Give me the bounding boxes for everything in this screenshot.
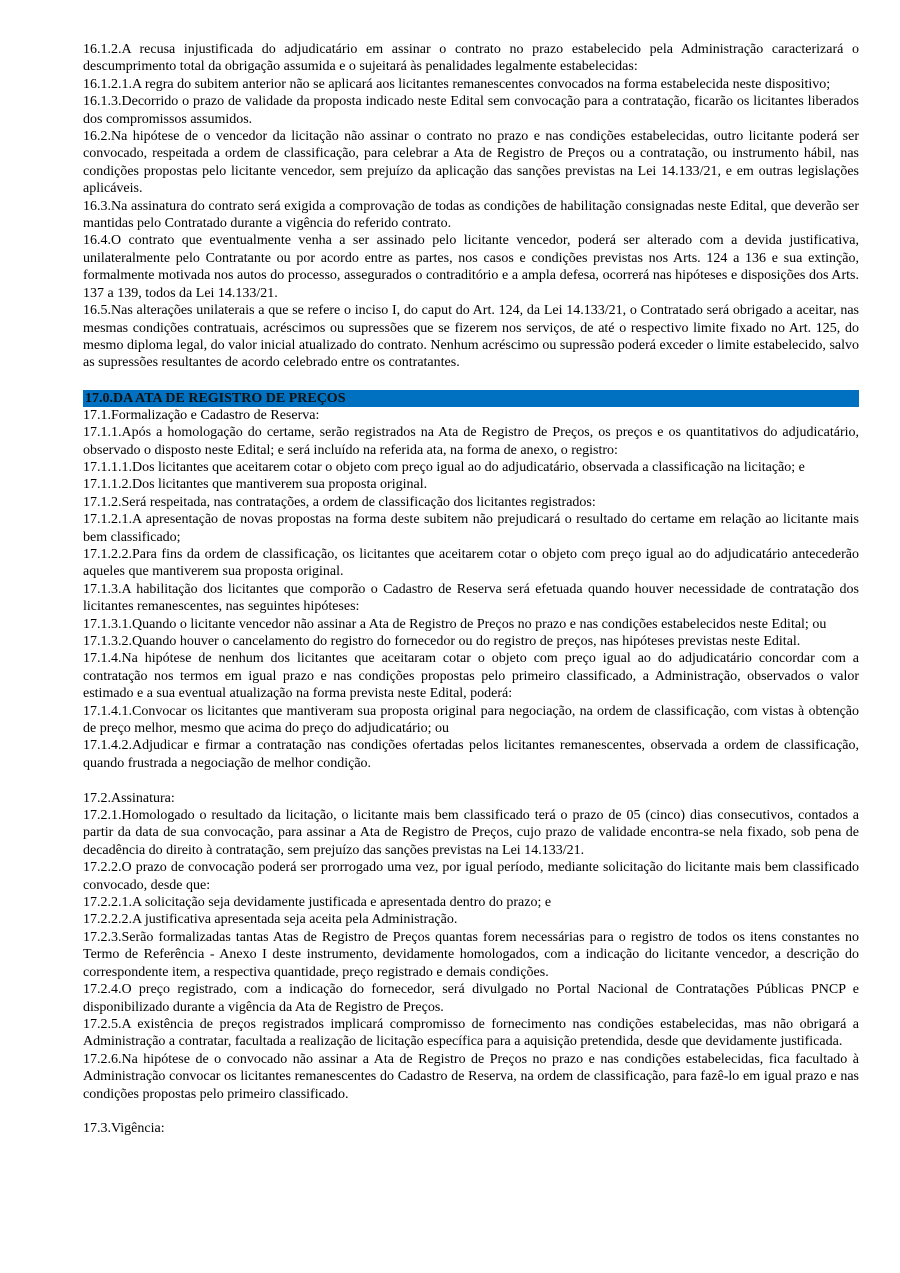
document-page	[83, 41, 859, 1138]
clause-paragraph: 17.2.2.2.A justificativa apresentada seja aceita pela Administração.	[83, 912, 458, 928]
clause-paragraph: 17.1.1.Após a homologação do certame, serão registrados na Ata de Registro de Preços, os preços e os quantitativos do adjudicatário, observado o disposto neste Edital; e será incluído na referida ata, na forma de anexo, o registro:	[83, 425, 859, 458]
clause-paragraph: 16.3.Na assinatura do contrato será exigida a comprovação de todas as condições de habilitação consignadas neste Edital, que deverão ser mantidas pelo Contratado durante a vigência do referido contrato.	[83, 198, 859, 232]
clause-paragraph: 17.1.1.2.Dos licitantes que mantiverem sua proposta original.	[83, 477, 428, 493]
section-17-3-clauses	[83, 1120, 859, 1137]
section-17-1-clauses	[83, 407, 859, 773]
clause-paragraph: 17.1.2.1.A apresentação de novas propostas na forma deste subitem não prejudicará o resultado do certame em relação ao licitante mais bem classificado;	[83, 512, 859, 545]
clause-paragraph: 16.5.Nas alterações unilaterais a que se refere o inciso I, do caput do Art. 124, da Lei 14.133/21, o Contratado será obrigado a aceitar, nas mesmas condições contratuais, acréscimos ou supressões que se fizerem nos serviços, de até o respectivo limite fixado no Art. 125, do mesmo diploma legal, do valor inicial atualizado do contrato. Nenhum acréscimo ou supressão poderá exceder o limite estabelecido, salvo as supressões resultantes de acordo celebrado entre os contratantes.	[83, 303, 859, 371]
clause-paragraph: 17.1.3.A habilitação dos licitantes que comporão o Cadastro de Reserva será efetuada quando houver necessidade de contratação dos licitantes remanescentes, nas seguintes hipóteses:	[83, 581, 859, 615]
clause-paragraph: 17.2.3.Serão formalizadas tantas Atas de Registro de Preços quantas forem necessárias para o registro de todos os itens constantes no Termo de Referência - Anexo I deste instrumento, devidamente homologados, com a indicação do licitante vencedor, a descrição do correspondente item, a respectiva quantidade, preço registrado e demais condições.	[83, 929, 859, 980]
clause-paragraph: 17.1.Formalização e Cadastro de Reserva:	[83, 407, 320, 423]
clause-paragraph: 17.1.4.1.Convocar os licitantes que mantiveram sua proposta original para negociação, na ordem de classificação, com vistas à obtenção de preço melhor, mesmo que acima do preço do adjudicatário; ou	[83, 703, 859, 737]
clause-paragraph: 17.2.2.O prazo de convocação poderá ser prorrogado uma vez, por igual período, mediante solicitação do licitante mais bem classificado convocado, desde que:	[83, 860, 859, 893]
clause-paragraph: 16.1.3.Decorrido o prazo de validade da proposta indicado neste Edital sem convocação para a contratação, ficarão os licitantes liberados dos compromissos assumidos.	[83, 94, 859, 127]
clause-paragraph: 16.1.2.A recusa injustificada do adjudicatário em assinar o contrato no prazo estabelecido pela Administração caracterizará o descumprimento total da obrigação assumida e o sujeitará às penalidades legalmente estabelecidas:	[83, 42, 859, 75]
clause-paragraph: 17.2.5.A existência de preços registrados implicará compromisso de fornecimento nas condições estabelecidas, mas não obrigará a Administração a contratar, facultada a realização de licitação específica para a aquisição pretendida, desde que devidamente justificada.	[83, 1016, 859, 1050]
clause-paragraph: 17.2.Assinatura:	[83, 790, 175, 806]
section-17-heading: 17.0.DA ATA DE REGISTRO DE PREÇOS	[83, 390, 859, 407]
clause-paragraph: 17.3.Vigência:	[83, 1121, 165, 1137]
clause-paragraph: 17.1.4.Na hipótese de nenhum dos licitantes que aceitaram cotar o objeto com preço igual ao do adjudicatário concordar com a contratação nos termos em igual prazo e nas condições propostas pelo primeiro classificado, a Administração, observados o valor estimado e a sua eventual atualização na forma prevista neste Edital, poderá:	[83, 651, 859, 702]
clause-paragraph: 17.2.6.Na hipótese de o convocado não assinar a Ata de Registro de Preços no prazo e nas condições estabelecidas, fica facultado à Administração convocar os licitantes remanescentes do Cadastro de Reserva, na ordem de classificação, para fazê-lo em igual prazo e nas condições propostas pelo primeiro classificado.	[83, 1051, 859, 1102]
clause-paragraph: 17.1.2.Será respeitada, nas contratações, a ordem de classificação dos licitantes registrados:	[83, 494, 596, 510]
clause-paragraph: 17.1.2.2.Para fins da ordem de classificação, os licitantes que aceitarem cotar o objeto com preço igual ao do adjudicatário antecederão aqueles que mantiverem sua proposta original.	[83, 546, 859, 580]
clause-paragraph: 17.1.1.1.Dos licitantes que aceitarem cotar o objeto com preço igual ao do adjudicatário, observada a classificação na licitação; e	[83, 459, 805, 475]
clause-paragraph: 17.2.1.Homologado o resultado da licitação, o licitante mais bem classificado terá o prazo de 05 (cinco) dias consecutivos, contados a partir da data de sua convocação, para assinar a Ata de Registro de Preços, cujo prazo de validade encontra-se nela fixado, sob pena de decadência do direito à contratação, sem prejuízo das sanções previstas na Lei 14.133/21.	[83, 808, 859, 858]
clause-paragraph: 16.2.Na hipótese de o vencedor da licitação não assinar o contrato no prazo e nas condições estabelecidas, outro licitante poderá ser convocado, respeitada a ordem de classificação, para celebrar a Ata de Registro de Preços ou a contratação, ou instrumento hábil, nas condições propostas pelo licitante vencedor, sem prejuízo da aplicação das sanções previstas na Lei 14.133/21, e em outras legislações aplicáveis.	[83, 129, 859, 197]
clause-paragraph: 16.4.O contrato que eventualmente venha a ser assinado pelo licitante vencedor, poderá ser alterado com a devida justificativa, unilateralmente pelo Contratante ou por acordo entre as partes, nos casos e condições previstas nos Arts. 124 a 136 e sua extinção, formalmente motivada nos autos do processo, assegurados o contraditório e a ampla defesa, ocorrerá nas hipóteses e disposições dos Arts. 137 a 139, todos da Lei 14.133/21.	[83, 233, 859, 301]
clause-paragraph: 17.1.3.1.Quando o licitante vencedor não assinar a Ata de Registro de Preços no prazo e nas condições estabelecidos neste Edital; ou	[83, 616, 827, 632]
clause-paragraph: 16.1.2.1.A regra do subitem anterior não se aplicará aos licitantes remanescentes convocados na forma estabelecida neste dispositivo;	[83, 76, 831, 92]
clause-paragraph: 17.1.4.2.Adjudicar e firmar a contratação nas condições ofertadas pelos licitantes remanescentes, observada a ordem de classificação, quando frustrada a negociação de melhor condição.	[83, 738, 859, 771]
clause-paragraph: 17.1.3.2.Quando houver o cancelamento do registro do fornecedor ou do registro de preços, nas hipóteses previstas neste Edital.	[83, 634, 801, 649]
clause-paragraph: 17.2.4.O preço registrado, com a indicação do fornecedor, será divulgado no Portal Nacional de Contratações Públicas PNCP e disponibilizado durante a vigência da Ata de Registro de Preços.	[83, 982, 859, 1015]
section-16-clauses	[83, 41, 859, 372]
clause-paragraph: 17.2.2.1.A solicitação seja devidamente justificada e apresentada dentro do prazo; e	[83, 895, 552, 911]
section-17-2-clauses	[83, 790, 859, 1103]
